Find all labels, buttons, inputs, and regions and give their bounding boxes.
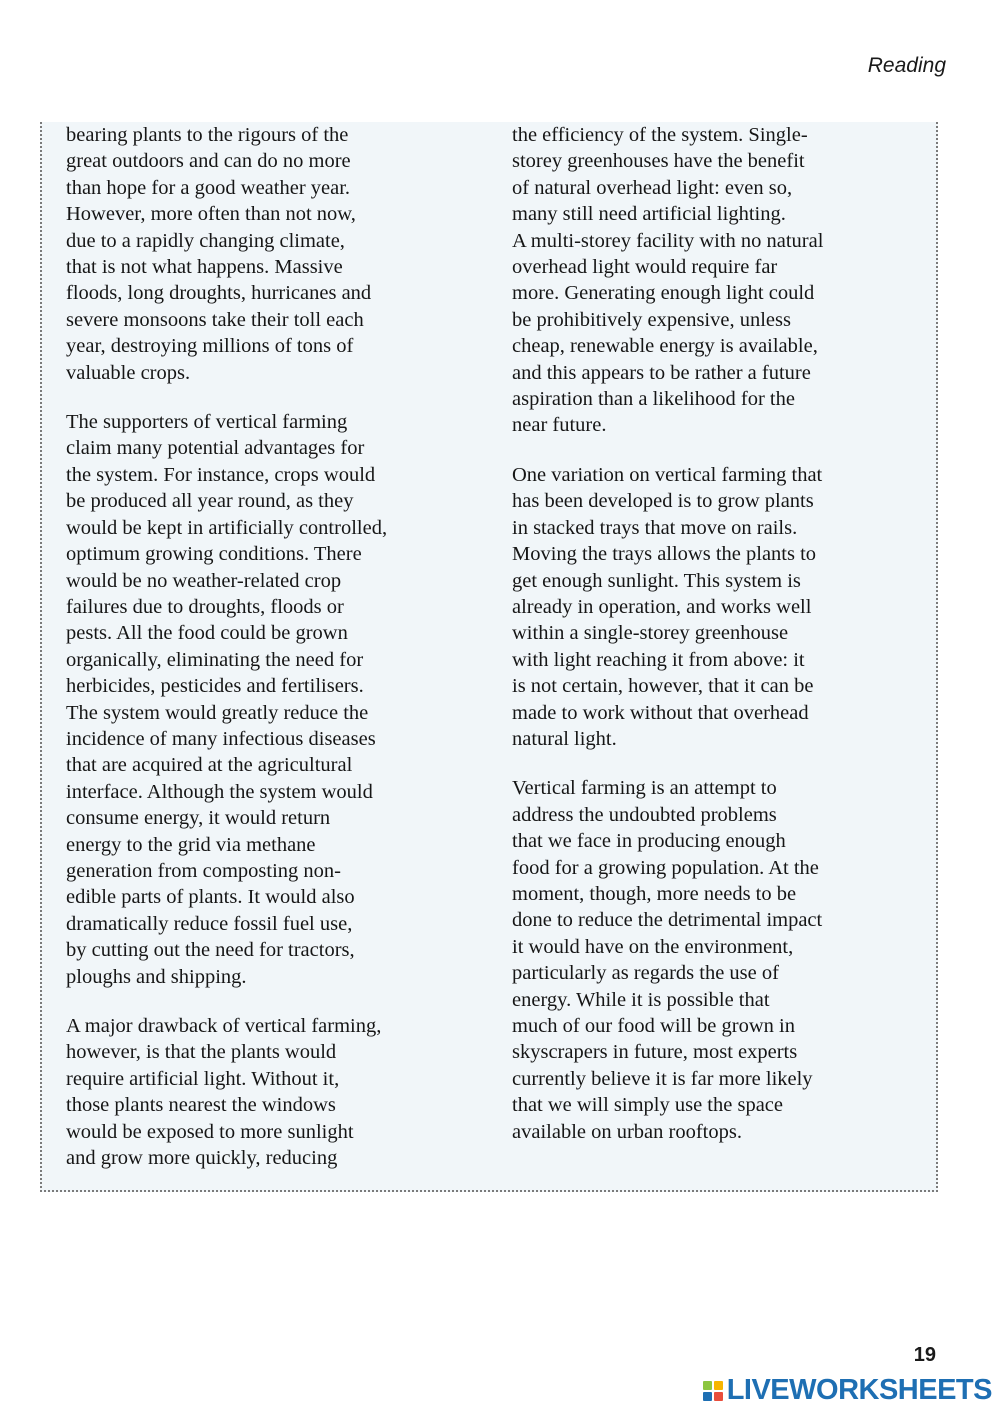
reading-passage-panel [40,122,938,1192]
logo-square [714,1392,723,1401]
right-column [512,122,924,1145]
left-column [66,122,478,1171]
passage-paragraph: the efficiency of the system. Single- storey greenhouses have the benefit of natural overhead light: even so, many still need artificial lighting. A multi-storey facility with no natural overhead light would require far more. Generating enough light could be prohibitively expensive, unless cheap, renewable energy is available, and this appears to be rather a future aspiration than a likelihood for the near future. [512,124,824,437]
passage-paragraph: One variation on vertical farming that has been developed is to grow plants in stacked trays that move on rails. Moving the trays allows the plants to get enough sunlight. This system is already in operation, and works well within a single-storey greenhouse with light reaching it from above: it is not certain, however, that it can be made to work without that overhead natural light. [512,463,823,750]
passage-paragraph: The supporters of vertical farming claim many potential advantages for the system. For instance, crops would be produced all year round, as they would be kept in artificially controlled, optimum growing conditions. There would be no weather-related crop failures due to droughts, floods or pests. All the food could be grown organically, eliminating the need for herbicides, pesticides and fertilisers. The system would greatly reduce the incidence of many infectious diseases that are acquired at the agricultural interface. Although the system would consume energy, it would return energy to the grid via methane generation from composting non- edible parts of plants. It would also dramatically reduce fossil fuel use, by cutting out the need for tractors, ploughs and shipping. [66,411,388,988]
passage-paragraph: Vertical farming is an attempt to address the undoubted problems that we face in producing enough food for a growing population. At the moment, though, more needs to be done to reduce the detrimental impact it would have on the environment, particularly as regards the use of energy. While it is possible that much of our food will be grown in skyscrapers in future, most experts currently believe it is far more likely that we will simply use the space available on urban rooftops. [512,777,823,1143]
logo-square [714,1381,723,1390]
liveworksheets-logo-icon [703,1381,723,1401]
passage-paragraph: A major drawback of vertical farming, however, is that the plants would require artificial light. Without it, those plants nearest the windows would be exposed to more sunlight and grow more quickly, reducing [66,1015,382,1170]
watermark [703,1374,992,1407]
watermark-text: LIVEWORKSHEETS [726,1374,992,1406]
page-number: 19 [913,1344,936,1366]
logo-square [703,1392,712,1401]
passage-paragraph: bearing plants to the rigours of the great outdoors and can do no more than hope for a good weather year. However, more often than not now, due to a rapidly changing climate, that is not what happens. Massive floods, long droughts, hurricanes and severe monsoons take their toll each year, destroying millions of tons of valuable crops. [66,124,372,384]
logo-square [703,1381,712,1390]
section-label: Reading [867,54,946,77]
